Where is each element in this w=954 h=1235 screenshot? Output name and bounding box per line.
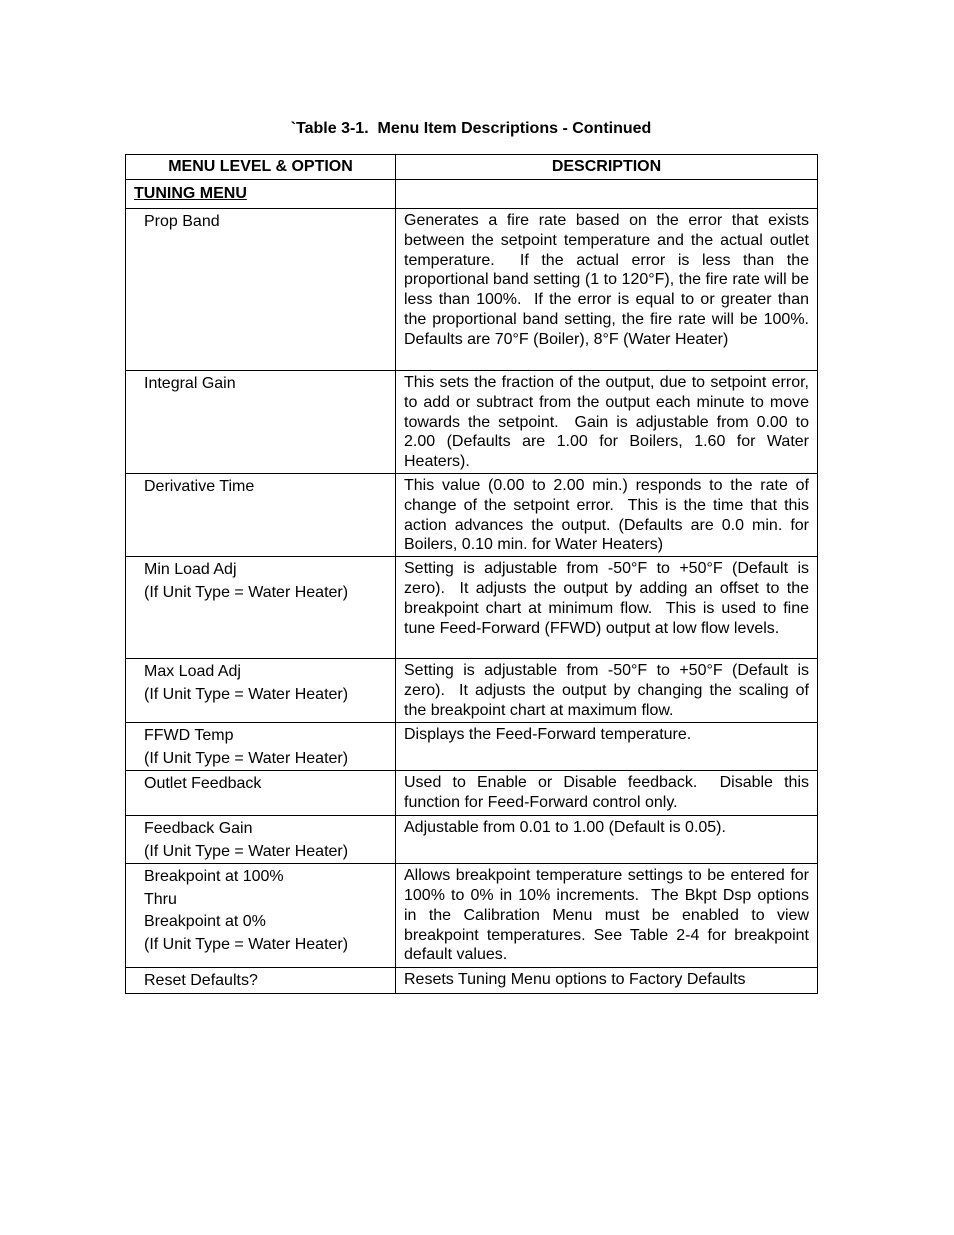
menu-option-cell (126, 371, 396, 474)
menu-option-description: Adjustable from 0.01 to 1.00 (Default is 0.05). (396, 816, 818, 864)
menu-option-name: Max Load Adj (144, 663, 241, 681)
menu-option-cell (126, 723, 396, 771)
table-header-row (126, 155, 818, 180)
table-row (126, 968, 818, 994)
menu-option-description: Displays the Feed-Forward temperature. (396, 723, 818, 771)
menu-option-description: Allows breakpoint temperature settings to be entered for 100% to 0% in 10% increments. The Bkpt Dsp options in the Calibration Menu must be enabled to view breakpoint temperatures. See Table 2-4 for breakpoint default values. (396, 864, 818, 968)
menu-option-name: Breakpoint at 100% (144, 868, 284, 886)
menu-option-note: (If Unit Type = Water Heater) (144, 749, 349, 767)
table-row (126, 659, 818, 723)
menu-option-note: (If Unit Type = Water Heater) (144, 583, 349, 601)
table-row (126, 371, 818, 474)
menu-option-description: Setting is adjustable from -50°F to +50°F (Default is zero). It adjusts the output by changing the scaling of the breakpoint chart at maximum flow. (396, 659, 818, 723)
menu-option-description: This value (0.00 to 2.00 min.) responds to the rate of change of the setpoint error. This is the time that this action advances the output. (Defaults are 0.0 min. for Boilers, 0.10 min. for Water Heaters) (396, 474, 818, 557)
menu-option-note: (If Unit Type = Water Heater) (144, 935, 349, 953)
menu-option-cell (126, 816, 396, 864)
table-caption: `Table 3-1. Menu Item Descriptions - Continued (290, 120, 652, 137)
menu-option-name: FFWD Temp (144, 727, 234, 745)
menu-option-name: Reset Defaults? (144, 972, 258, 990)
menu-option-name: Feedback Gain (144, 820, 253, 838)
menu-option-note: Thru (144, 890, 177, 908)
menu-option-cell (126, 474, 396, 557)
table-row (126, 771, 818, 816)
menu-option-cell (126, 864, 396, 968)
menu-option-note: (If Unit Type = Water Heater) (144, 685, 349, 703)
table-row (126, 864, 818, 968)
table-row (126, 723, 818, 771)
menu-option-name: Integral Gain (144, 375, 236, 392)
table-row (126, 209, 818, 371)
section-title-tuning-menu: TUNING MENU (134, 185, 247, 202)
menu-option-description: Setting is adjustable from -50°F to +50°F (Default is zero). It adjusts the output by adding an offset to the breakpoint chart at minimum flow. This is used to fine tune Feed-Forward (FFWD) output at low flow levels. (396, 557, 818, 659)
menu-option-description: Generates a fire rate based on the error that exists between the setpoint temperature and the actual outlet temperature. If the actual error is less than the proportional band setting (1 to 120°F), the fire rate will be less than 100%. If the error is equal to or greater than the proportional band setting, the fire rate will be 100%. Defaults are 70°F (Boiler), 8°F (Water Heater) (396, 209, 818, 371)
menu-option-name: Min Load Adj (144, 561, 237, 579)
menu-item-table (125, 154, 818, 994)
menu-option-note: (If Unit Type = Water Heater) (144, 842, 349, 860)
section-row (126, 180, 818, 209)
menu-option-name: Outlet Feedback (144, 775, 262, 793)
menu-option-cell (126, 968, 396, 994)
menu-option-cell (126, 659, 396, 723)
menu-option-cell (126, 771, 396, 816)
menu-option-name: Derivative Time (144, 478, 255, 495)
menu-option-name: Prop Band (144, 213, 220, 230)
menu-option-cell (126, 557, 396, 659)
table-row (126, 557, 818, 659)
menu-option-cell (126, 209, 396, 371)
menu-option-description: Used to Enable or Disable feedback. Disable this function for Feed-Forward control only. (396, 771, 818, 816)
header-menu-level-option: MENU LEVEL & OPTION (126, 155, 396, 180)
header-description: DESCRIPTION (396, 155, 818, 180)
menu-option-note: Breakpoint at 0% (144, 913, 266, 931)
table-row (126, 474, 818, 557)
menu-option-description: Resets Tuning Menu options to Factory Defaults (396, 968, 818, 994)
menu-option-description: This sets the fraction of the output, due to setpoint error, to add or subtract from the output each minute to move towards the setpoint. Gain is adjustable from 0.00 to 2.00 (Defaults are 1.00 for Boilers, 1.60 for Water Heaters). (396, 371, 818, 474)
table-row (126, 816, 818, 864)
